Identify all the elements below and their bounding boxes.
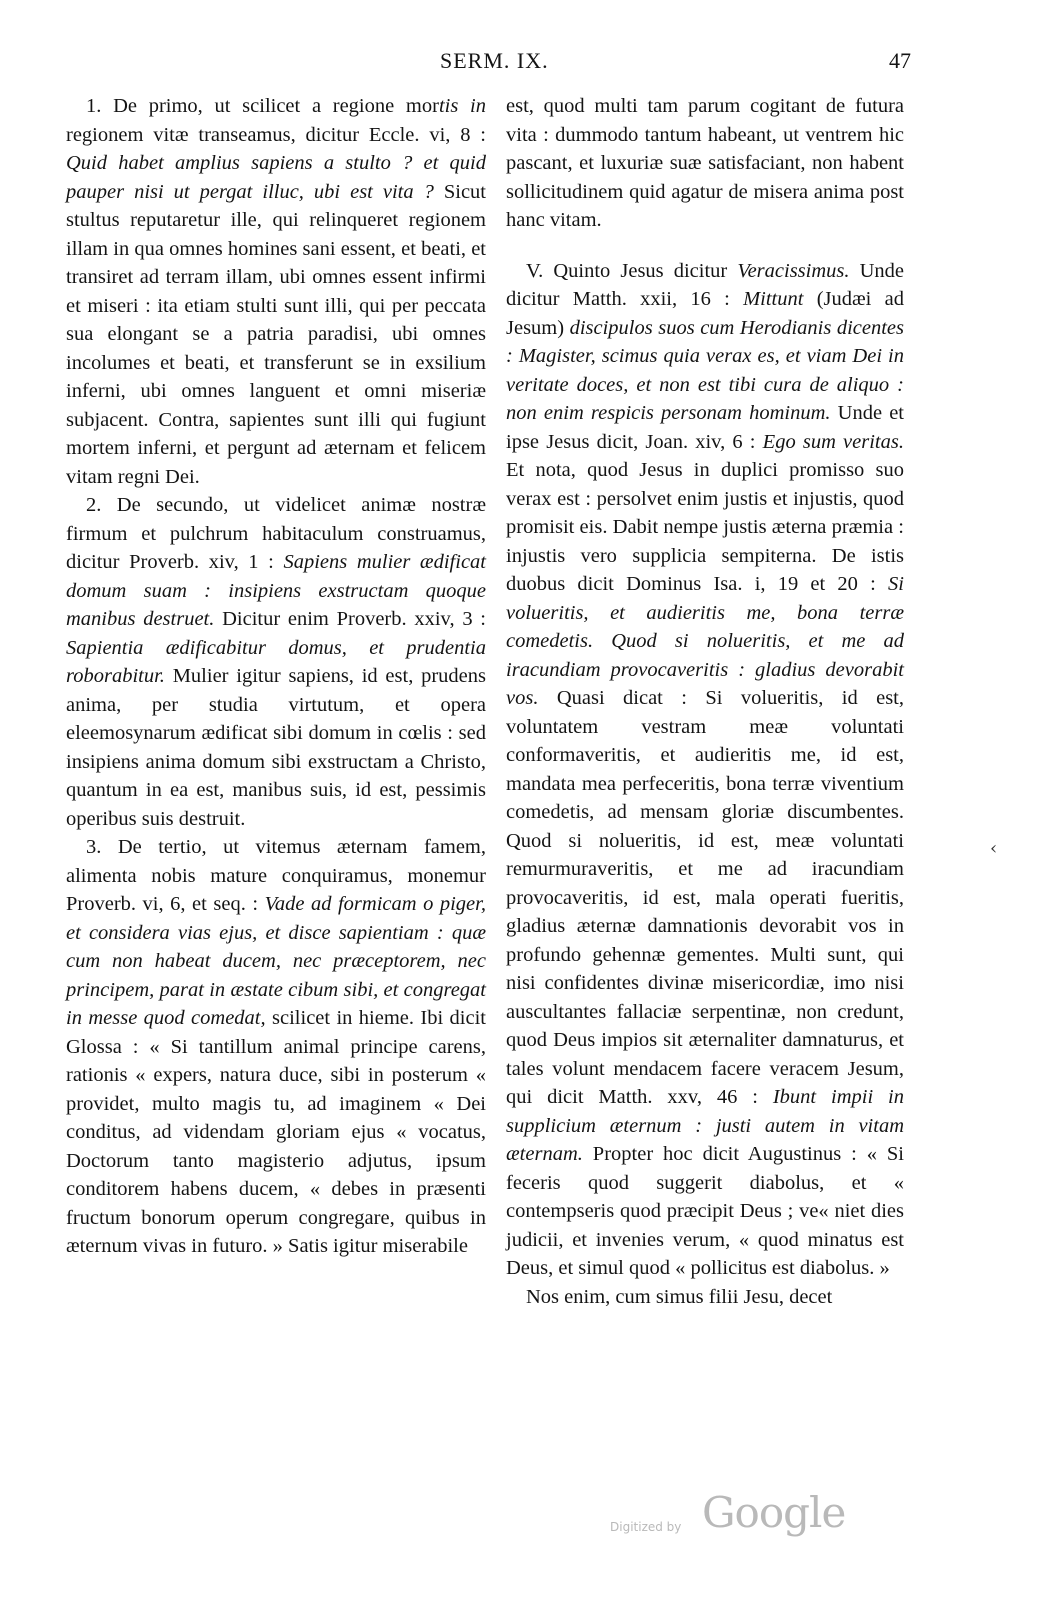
text-segment: Mulier igitur sapiens, id est, prudens anima, per studia virtutum, et opera eleemosynarum ædificat sibi domum in cœlis : sed insipiens anima domum sibi exstructam a Christo, quantum in ea est, manibus suis, id est, pessimis operibus suis destruit. (66, 665, 486, 830)
digitized-watermark (610, 1488, 846, 1554)
text-segment: (Judæi ad Jesum) (506, 288, 904, 339)
margin-mark: ‹ (990, 838, 998, 859)
italic-segment: Si volueritis, et audieritis me, bona terræ comedetis. Quod si nolueritis, et me ad iracundiam provocaveritis : gladius devorabit vos. (506, 573, 904, 709)
paragraph-5 (506, 257, 904, 1283)
text-segment: Unde dicitur Matth. xxii, 16 : (506, 259, 904, 310)
italic-segment: Vade ad formicam o piger, et considera vias ejus, et disce sapientiam : quæ cum non habeat ducem, nec præceptorem, nec principem, parat in æstate cibum sibi, et congregat in messe quod comedat, (66, 893, 486, 1029)
paragraph-2 (66, 491, 486, 833)
right-column (506, 92, 904, 1311)
text-segment: 3. De tertio, ut vitemus æternam famem, alimenta nobis mature conquiramus, monemur Proverb. vi, 6, et seq. : (66, 836, 486, 915)
italic-segment: Veracissimus. (737, 259, 850, 282)
page-header (0, 48, 1051, 80)
text-segment: scilicet in hieme. Ibi dicit Glossa : « Si tantillum animal principe carens, rationis « expers, natura duce, sibi in posterum « providet, multo magis tu, ad imaginem « Dei conditus, ad videndam gloriam ejus « vocatus, Doctorum tanto magisterio adjutus, ipsum conditorem habens ducem, « debes in præsenti fructum bonorum operum congregare, quibus in æternum vivas in futuro. » Satis igitur miserabile (66, 1007, 486, 1257)
text-segment: 1. De primo, ut scilicet a regione mor (86, 95, 439, 117)
paragraph-4 (506, 92, 904, 235)
text-segment: Propter hoc dicit Augustinus : « Si feceris quod suggerit diabolus, et « contempseris quod præcipit Deus ; ve« niet dies judicii, et invenies verum, « quod minatus est Deus, et simul quod « pollicitus est diabolus. » (506, 1143, 904, 1279)
italic-segment: Ego sum veritas. (762, 430, 904, 453)
text-segment: Sicut stultus reputaretur ille, qui relinqueret regionem illam in qua omnes homines sani essent, et beati, et transiret ad terram illam, ubi omnes essent infirmi et miseri : ita etiam stulti sunt illi, qui per peccata sua elongant se a patria paradisi, ubi omnes incolumes et beati, et transferunt se in exsilium inferni, ubi omnes languent et omni miseriæ subjacent. Contra, sapientes sunt illi qui fugiunt mortem inferni, et pergunt ad æternam et felicem vitam regni Dei. (66, 180, 486, 488)
running-title: SERM. IX. (440, 48, 549, 73)
italic-segment: Sapiens mulier ædificat domum suam : insipiens exstructam quoque manibus destruet. (66, 551, 486, 630)
italic-segment: Quid habet amplius sapiens a stulto ? et quid pauper nisi ut pergat illuc, ubi est vita ? (66, 152, 486, 203)
paragraph-1 (66, 92, 486, 491)
text-segment: Unde et ipse Jesus dicit, Joan. xiv, 6 : (506, 402, 904, 453)
italic-segment: discipulos suos cum Herodianis dicentes : Magister, scimus quia verax es, et viam Dei in veritate doces, et non est tibi cura de aliquo : non enim respicis personam hominum. (506, 316, 905, 424)
italic-segment: tis in (438, 95, 486, 117)
italic-segment: Ibunt impii in supplicium æternum : justi autem in vitam æternam. (506, 1086, 904, 1165)
text-segment: Et nota, quod Jesus in duplici promisso suo verax est : persolvet enim justis et injustis, quod promisit eis. Dabit nempe justis æterna præmia : injustis vero supplicia sempiterna. De istis duobus dicit Dominus Isa. i, 19 et 20 : (506, 459, 904, 595)
paragraph-3 (66, 833, 486, 1261)
paragraph-6 (506, 1283, 904, 1312)
text-segment: Dicitur enim Proverb. xxiv, 3 : (214, 608, 486, 630)
text-segment: V. Quinto Jesus dicitur (526, 259, 738, 282)
text-segment: Quasi dicat : Si volueritis, id est, voluntatem vestram meæ voluntati conformaveritis, et audieritis me, id est, mandata mea perfeceritis, bona terræ viventium comedetis, ad mensam gloriæ discumbentes. Quod si nolueritis, id est, meæ voluntati remurmuraveritis, et me ad iracundiam provocaveritis, id est, mala operati fueritis, gladius æternæ damnationis devorabit vos in profundo gehennæ gementes. Multi sunt, qui nisi confidentes divinæ misericordiæ, imo nisi auscultantes fallaciæ serpentinæ, non credunt, quod Deus impios sit æternaliter damnaturus, et tales volunt mendacem facere veracem Jesum, qui dicit Matth. xxv, 46 : (506, 687, 904, 1108)
text-segment: 2. De secundo, ut videlicet animæ nostræ firmum et pulchrum habitaculum construamus, dicitur Proverb. xiv, 1 : (66, 494, 486, 573)
google-logo: Google (702, 1488, 846, 1537)
text-segment: est, quod multi tam parum cogitant de futura vita : dummodo tantum habeant, ut ventrem hic pascant, et luxuriæ suæ satisfaciant, non habent sollicitudinem quid agatur de misera anima post hanc vitam. (506, 95, 904, 231)
text-segment: Nos enim, cum simus filii Jesu, decet (526, 1285, 833, 1308)
page-number: 47 (889, 48, 911, 73)
text-segment: regionem vitæ transeamus, dicitur Eccle. vi, 8 : (66, 123, 486, 146)
digitized-by-label: Digitized by (610, 1520, 682, 1534)
left-column (66, 92, 486, 1261)
italic-segment: Mittunt (743, 288, 804, 310)
italic-segment: Sapientia ædificabitur domus, et prudentia roborabitur. (66, 636, 486, 687)
